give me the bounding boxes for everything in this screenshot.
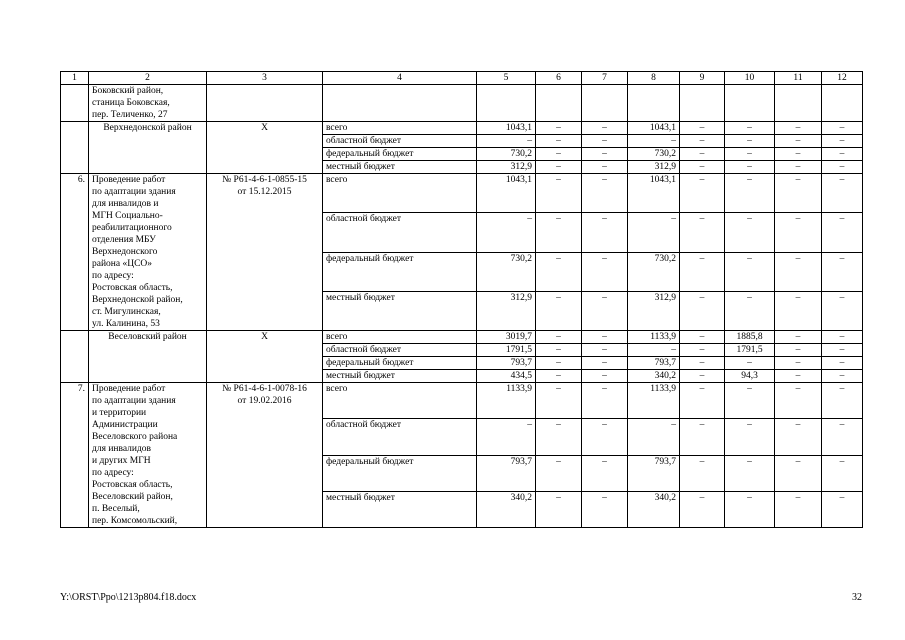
item-number: 7. [61,383,89,528]
amount-cell: – [536,344,582,357]
amount-cell: – [775,331,822,344]
amount-cell: – [725,383,775,419]
funding-source: областной бюджет [323,419,477,455]
amount-cell: 793,7 [628,357,680,370]
amount-cell: – [582,370,628,383]
amount-cell: – [775,135,822,148]
item-number [61,85,89,122]
amount-cell: 312,9 [628,161,680,174]
empty-cell [775,85,822,122]
amount-cell: – [536,383,582,419]
amount-cell: – [536,161,582,174]
amount-cell: 1133,9 [628,331,680,344]
funding-source: федеральный бюджет [323,357,477,370]
amount-cell: – [536,331,582,344]
funding-source: местный бюджет [323,370,477,383]
amount-cell: – [680,161,725,174]
amount-cell: – [775,419,822,455]
amount-cell: 94,3 [725,370,775,383]
empty-cell [477,85,536,122]
amount-cell: – [536,213,582,252]
amount-cell: 793,7 [628,455,680,491]
amount-cell: – [628,419,680,455]
amount-cell: 1043,1 [477,122,536,135]
amount-cell: – [582,291,628,330]
column-number: 5 [477,72,536,85]
column-number: 7 [582,72,628,85]
amount-cell: – [725,491,775,527]
empty-cell [536,85,582,122]
document-number: Х [207,331,323,383]
funding-source: всего [323,122,477,135]
amount-cell: – [822,491,863,527]
column-number: 1 [61,72,89,85]
amount-cell: – [725,135,775,148]
column-number: 6 [536,72,582,85]
amount-cell: – [536,252,582,291]
amount-cell: – [582,331,628,344]
item-number [61,122,89,174]
column-number: 4 [323,72,477,85]
column-number: 12 [822,72,863,85]
amount-cell: – [725,213,775,252]
amount-cell: – [582,252,628,291]
amount-cell: – [582,213,628,252]
amount-cell: – [582,148,628,161]
amount-cell: – [536,174,582,213]
amount-cell: – [680,331,725,344]
empty-cell [628,85,680,122]
amount-cell: – [822,370,863,383]
amount-cell: – [628,344,680,357]
amount-cell: 312,9 [477,291,536,330]
funding-source: всего [323,174,477,213]
amount-cell: 1791,5 [725,344,775,357]
amount-cell: 730,2 [477,148,536,161]
amount-cell: – [680,455,725,491]
amount-cell: 730,2 [628,252,680,291]
amount-cell: – [775,174,822,213]
amount-cell: – [477,135,536,148]
amount-cell: – [775,291,822,330]
amount-cell: – [822,344,863,357]
amount-cell: – [477,213,536,252]
amount-cell: – [582,491,628,527]
amount-cell: – [725,252,775,291]
budget-table [60,71,863,528]
amount-cell: – [680,148,725,161]
amount-cell: – [775,383,822,419]
amount-cell: – [582,383,628,419]
amount-cell: – [725,174,775,213]
item-name: Проведение работ по адаптации здания и территории Администрации Веселовского района для инвалидов и других МГН по адресу: Ростовская область, Веселовский район, п. Веселый, пер. Комсомольский, [89,383,207,528]
amount-cell: – [822,174,863,213]
amount-cell: – [775,491,822,527]
amount-cell: – [680,213,725,252]
amount-cell: – [775,161,822,174]
amount-cell: – [725,148,775,161]
amount-cell: 793,7 [477,455,536,491]
amount-cell: – [680,122,725,135]
amount-cell: – [536,122,582,135]
footer-file-path: Y:\ORST\Ppo\1213p804.f18.docx [60,592,197,603]
district-name: Веселовский район [89,331,207,383]
amount-cell: – [582,174,628,213]
amount-cell: 1043,1 [628,174,680,213]
funding-source: федеральный бюджет [323,252,477,291]
amount-cell: – [680,344,725,357]
amount-cell: – [822,122,863,135]
district-name: Верхнедонской район [89,122,207,174]
amount-cell: – [582,455,628,491]
funding-source: местный бюджет [323,291,477,330]
amount-cell: – [725,291,775,330]
amount-cell: – [680,291,725,330]
amount-cell: – [822,148,863,161]
amount-cell: 793,7 [477,357,536,370]
amount-cell: 340,2 [628,491,680,527]
amount-cell: 1791,5 [477,344,536,357]
district-budget-row [61,122,863,135]
empty-cell [582,85,628,122]
amount-cell: – [536,291,582,330]
item-budget-row [61,383,863,419]
funding-source: областной бюджет [323,344,477,357]
amount-cell: – [680,383,725,419]
amount-cell: – [775,213,822,252]
document-number: № Р61-4-6-1-0855-15 от 15.12.2015 [207,174,323,331]
amount-cell: – [680,419,725,455]
item-name: Боковский район, станица Боковская, пер. Теличенко, 27 [89,85,207,122]
amount-cell: – [822,455,863,491]
amount-cell: 434,5 [477,370,536,383]
column-number-row [61,72,863,85]
amount-cell: – [582,161,628,174]
amount-cell: – [582,135,628,148]
funding-source: областной бюджет [323,135,477,148]
amount-cell: – [582,357,628,370]
amount-cell: – [680,491,725,527]
amount-cell: – [822,291,863,330]
empty-cell [725,85,775,122]
continued-row [61,85,863,122]
amount-cell: – [822,357,863,370]
amount-cell: – [680,174,725,213]
amount-cell: 1885,8 [725,331,775,344]
item-number: 6. [61,174,89,331]
amount-cell: – [822,419,863,455]
amount-cell: – [725,357,775,370]
amount-cell: – [680,135,725,148]
column-number: 2 [89,72,207,85]
item-budget-row [61,174,863,213]
document-number: Х [207,122,323,174]
amount-cell: – [582,344,628,357]
amount-cell: – [725,161,775,174]
empty-cell [822,85,863,122]
amount-cell: – [775,344,822,357]
amount-cell: – [628,135,680,148]
amount-cell: 1133,9 [628,383,680,419]
amount-cell: – [536,455,582,491]
amount-cell: 3019,7 [477,331,536,344]
item-number [61,331,89,383]
funding-source: всего [323,331,477,344]
amount-cell: 340,2 [628,370,680,383]
amount-cell: – [775,357,822,370]
amount-cell: – [582,419,628,455]
empty-cell [680,85,725,122]
amount-cell: – [822,135,863,148]
empty-cell [323,85,477,122]
amount-cell: – [775,148,822,161]
funding-source: областной бюджет [323,213,477,252]
amount-cell: – [775,122,822,135]
district-budget-row [61,331,863,344]
amount-cell: – [536,491,582,527]
item-name: Проведение работ по адаптации здания для инвалидов и МГН Социально- реабилитационного отделения МБУ Верхнедонского района «ЦСО» по адресу: Ростовская область, Верхнедонской район, ст. Мигулинская, ул. Калинина, 53 [89,174,207,331]
amount-cell: – [775,370,822,383]
amount-cell: 730,2 [477,252,536,291]
funding-source: федеральный бюджет [323,148,477,161]
column-number: 11 [775,72,822,85]
amount-cell: – [725,122,775,135]
amount-cell: – [725,419,775,455]
amount-cell: 340,2 [477,491,536,527]
amount-cell: 312,9 [477,161,536,174]
amount-cell: – [680,357,725,370]
amount-cell: – [536,370,582,383]
document-number: № Р61-4-6-1-0078-16 от 19.02.2016 [207,383,323,528]
funding-source: всего [323,383,477,419]
amount-cell: – [775,252,822,291]
funding-source: местный бюджет [323,491,477,527]
amount-cell: – [536,148,582,161]
amount-cell: – [536,135,582,148]
funding-source: федеральный бюджет [323,455,477,491]
amount-cell: – [628,213,680,252]
amount-cell: 312,9 [628,291,680,330]
amount-cell: – [822,161,863,174]
page-number: 32 [852,592,862,603]
amount-cell: 1043,1 [628,122,680,135]
amount-cell: – [822,252,863,291]
amount-cell: – [536,357,582,370]
amount-cell: – [822,383,863,419]
column-number: 3 [207,72,323,85]
amount-cell: – [822,213,863,252]
column-number: 8 [628,72,680,85]
amount-cell: – [725,455,775,491]
column-number: 9 [680,72,725,85]
amount-cell: – [477,419,536,455]
empty-cell [207,85,323,122]
amount-cell: – [680,252,725,291]
amount-cell: 730,2 [628,148,680,161]
amount-cell: – [775,455,822,491]
column-number: 10 [725,72,775,85]
amount-cell: – [582,122,628,135]
funding-source: местный бюджет [323,161,477,174]
amount-cell: 1043,1 [477,174,536,213]
amount-cell: – [822,331,863,344]
amount-cell: – [536,419,582,455]
amount-cell: 1133,9 [477,383,536,419]
amount-cell: – [680,370,725,383]
